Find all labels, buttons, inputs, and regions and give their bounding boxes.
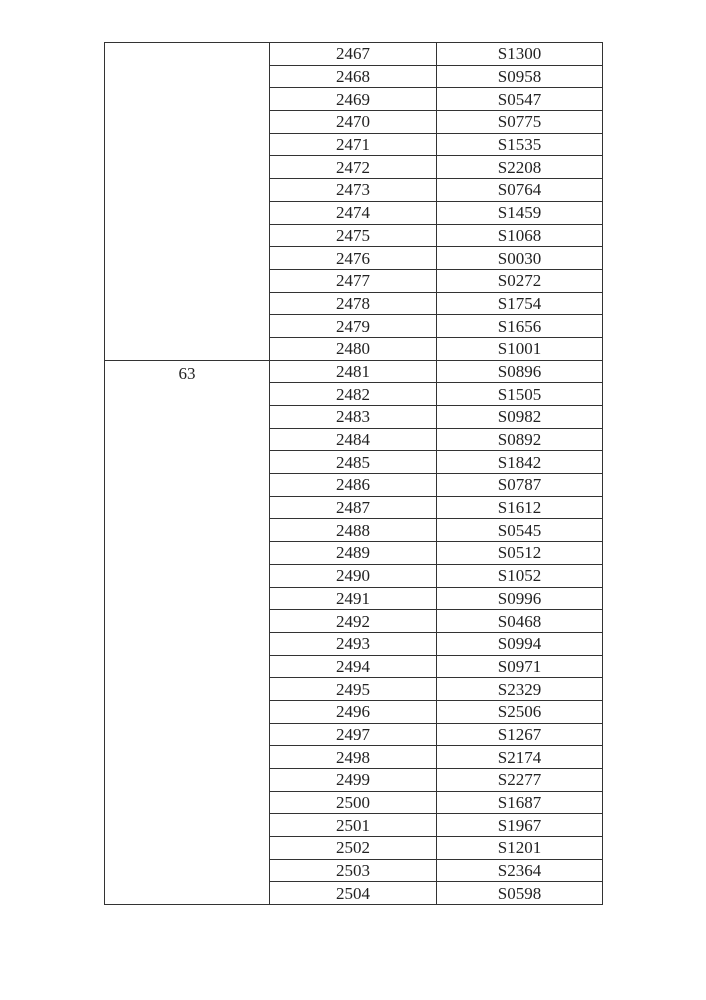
group-number-cell bbox=[105, 43, 270, 361]
sequence-number-cell: 2504 bbox=[270, 882, 437, 905]
sequence-number-cell: 2477 bbox=[270, 269, 437, 292]
code-cell: S1300 bbox=[437, 43, 603, 66]
code-cell: S0545 bbox=[437, 519, 603, 542]
code-cell: S1068 bbox=[437, 224, 603, 247]
sequence-number-cell: 2494 bbox=[270, 655, 437, 678]
code-cell: S2277 bbox=[437, 769, 603, 792]
sequence-number-cell: 2478 bbox=[270, 292, 437, 315]
group-number-cell: 63 bbox=[105, 360, 270, 905]
sequence-number-cell: 2473 bbox=[270, 179, 437, 202]
sequence-number-cell: 2481 bbox=[270, 360, 437, 383]
code-cell: S2329 bbox=[437, 678, 603, 701]
sequence-number-cell: 2474 bbox=[270, 201, 437, 224]
code-cell: S0775 bbox=[437, 111, 603, 134]
code-cell: S0512 bbox=[437, 542, 603, 565]
sequence-number-cell: 2498 bbox=[270, 746, 437, 769]
sequence-number-cell: 2490 bbox=[270, 564, 437, 587]
code-cell: S1754 bbox=[437, 292, 603, 315]
sequence-number-cell: 2468 bbox=[270, 65, 437, 88]
code-cell: S1535 bbox=[437, 133, 603, 156]
assignment-table-body bbox=[105, 43, 603, 905]
sequence-number-cell: 2485 bbox=[270, 451, 437, 474]
code-cell: S0896 bbox=[437, 360, 603, 383]
code-cell: S1052 bbox=[437, 564, 603, 587]
code-cell: S0958 bbox=[437, 65, 603, 88]
code-cell: S1842 bbox=[437, 451, 603, 474]
code-cell: S0547 bbox=[437, 88, 603, 111]
code-cell: S0996 bbox=[437, 587, 603, 610]
code-cell: S1201 bbox=[437, 837, 603, 860]
code-cell: S1505 bbox=[437, 383, 603, 406]
code-cell: S1267 bbox=[437, 723, 603, 746]
code-cell: S1001 bbox=[437, 337, 603, 360]
code-cell: S1656 bbox=[437, 315, 603, 338]
sequence-number-cell: 2486 bbox=[270, 474, 437, 497]
assignment-table bbox=[104, 42, 603, 905]
sequence-number-cell: 2487 bbox=[270, 496, 437, 519]
code-cell: S2364 bbox=[437, 859, 603, 882]
code-cell: S1612 bbox=[437, 496, 603, 519]
sequence-number-cell: 2480 bbox=[270, 337, 437, 360]
code-cell: S0787 bbox=[437, 474, 603, 497]
code-cell: S0764 bbox=[437, 179, 603, 202]
code-cell: S0971 bbox=[437, 655, 603, 678]
sequence-number-cell: 2489 bbox=[270, 542, 437, 565]
table-row bbox=[105, 360, 603, 383]
sequence-number-cell: 2501 bbox=[270, 814, 437, 837]
code-cell: S0892 bbox=[437, 428, 603, 451]
sequence-number-cell: 2469 bbox=[270, 88, 437, 111]
sequence-number-cell: 2479 bbox=[270, 315, 437, 338]
sequence-number-cell: 2502 bbox=[270, 837, 437, 860]
sequence-number-cell: 2493 bbox=[270, 632, 437, 655]
sequence-number-cell: 2470 bbox=[270, 111, 437, 134]
code-cell: S0982 bbox=[437, 406, 603, 429]
code-cell: S2208 bbox=[437, 156, 603, 179]
sequence-number-cell: 2500 bbox=[270, 791, 437, 814]
code-cell: S2174 bbox=[437, 746, 603, 769]
sequence-number-cell: 2467 bbox=[270, 43, 437, 66]
table-row bbox=[105, 43, 603, 66]
sequence-number-cell: 2482 bbox=[270, 383, 437, 406]
sequence-number-cell: 2497 bbox=[270, 723, 437, 746]
code-cell: S0468 bbox=[437, 610, 603, 633]
sequence-number-cell: 2471 bbox=[270, 133, 437, 156]
sequence-number-cell: 2476 bbox=[270, 247, 437, 270]
code-cell: S1687 bbox=[437, 791, 603, 814]
code-cell: S0598 bbox=[437, 882, 603, 905]
sequence-number-cell: 2492 bbox=[270, 610, 437, 633]
sequence-number-cell: 2491 bbox=[270, 587, 437, 610]
code-cell: S0030 bbox=[437, 247, 603, 270]
code-cell: S0272 bbox=[437, 269, 603, 292]
sequence-number-cell: 2503 bbox=[270, 859, 437, 882]
code-cell: S1967 bbox=[437, 814, 603, 837]
code-cell: S2506 bbox=[437, 700, 603, 723]
sequence-number-cell: 2488 bbox=[270, 519, 437, 542]
sequence-number-cell: 2472 bbox=[270, 156, 437, 179]
code-cell: S0994 bbox=[437, 632, 603, 655]
sequence-number-cell: 2484 bbox=[270, 428, 437, 451]
sequence-number-cell: 2499 bbox=[270, 769, 437, 792]
sequence-number-cell: 2475 bbox=[270, 224, 437, 247]
sequence-number-cell: 2496 bbox=[270, 700, 437, 723]
code-cell: S1459 bbox=[437, 201, 603, 224]
sequence-number-cell: 2495 bbox=[270, 678, 437, 701]
sequence-number-cell: 2483 bbox=[270, 406, 437, 429]
